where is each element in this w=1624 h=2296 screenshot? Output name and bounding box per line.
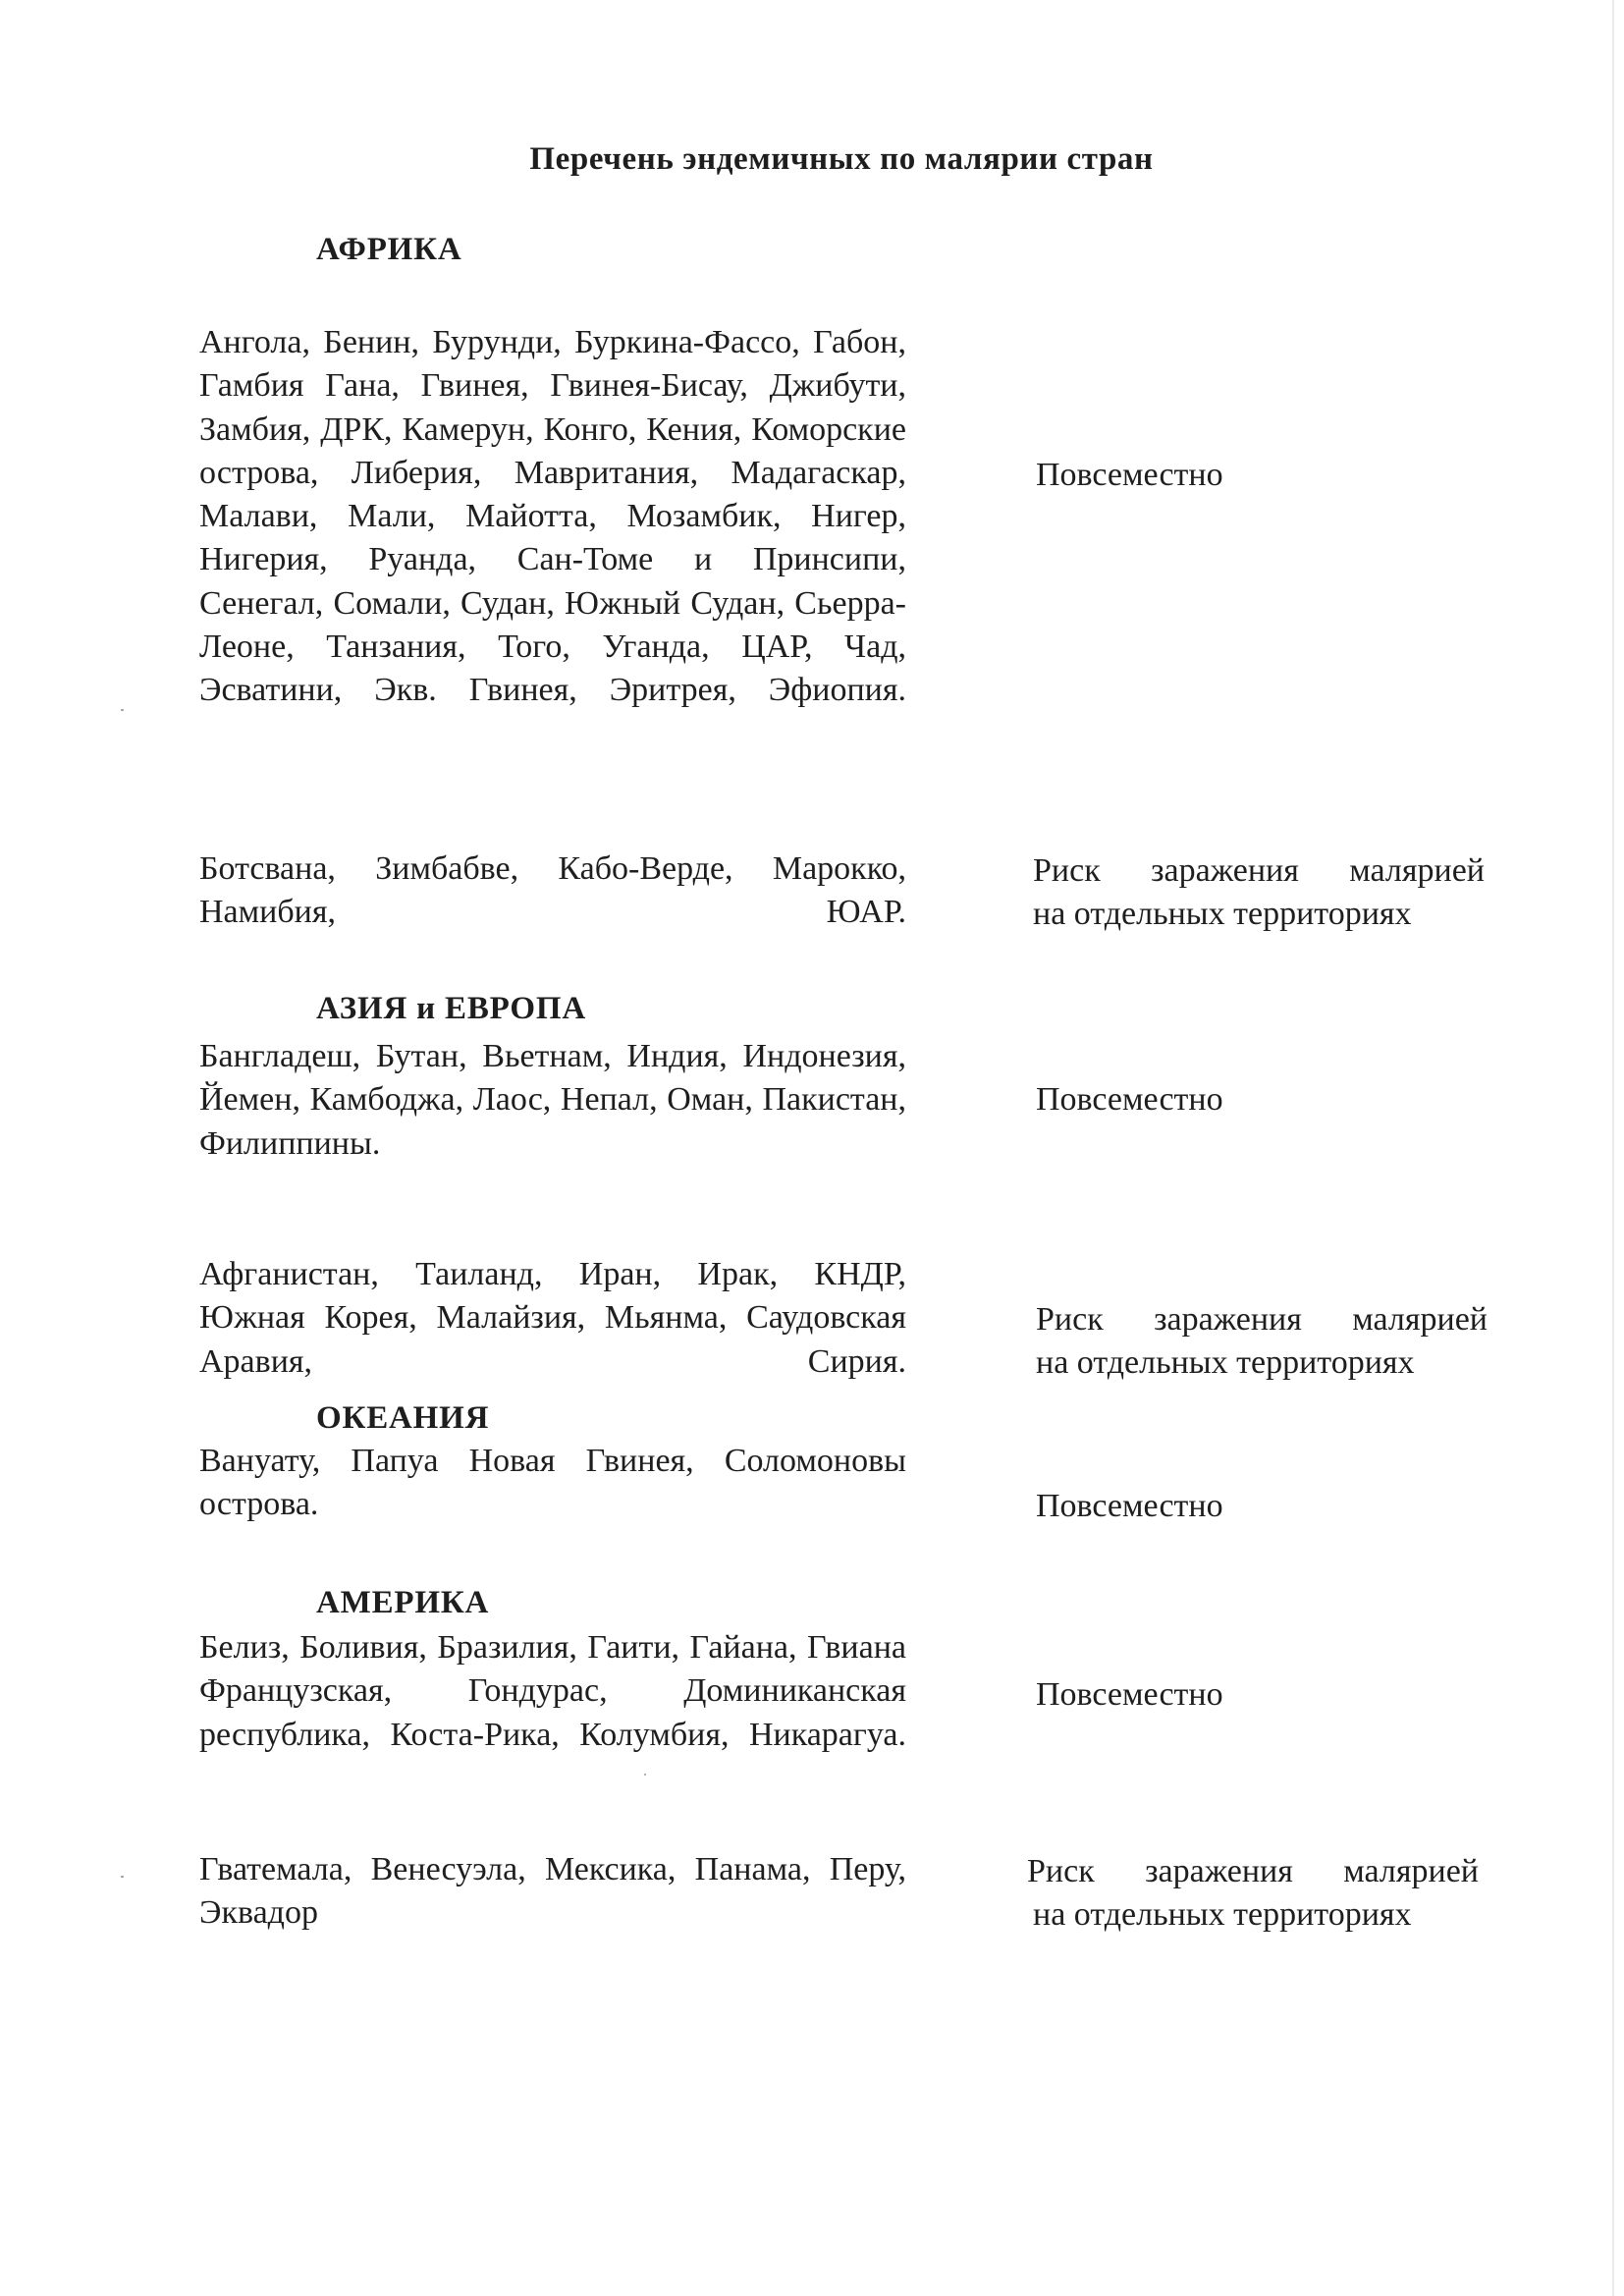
section-heading-oceania: ОКЕАНИЯ <box>316 1400 490 1436</box>
africa-partial-status <box>1033 849 1485 936</box>
asia-widespread-countries: Бангладеш, Бутан, Вьетнам, Индия, Индонезия, Йемен, Камбоджа, Лаос, Непал, Оман, Пакистан, Филиппины. <box>199 1038 906 1162</box>
america-widespread-status: Повсеместно <box>1036 1676 1223 1713</box>
scan-speck <box>121 709 124 711</box>
risk-status-line-2: на отдельных территориях <box>1036 1344 1415 1381</box>
oceania-widespread-status: Повсеместно <box>1036 1488 1223 1524</box>
america-partial-status <box>1027 1850 1479 1937</box>
scan-edge <box>1612 0 1614 2296</box>
asia-widespread-status: Повсеместно <box>1036 1081 1223 1118</box>
risk-status-line-2: на отдельных территориях <box>1033 896 1412 932</box>
africa-widespread-status: Повсеместно <box>1036 457 1223 493</box>
page-title: Перечень эндемичных по малярии стран <box>529 141 1154 177</box>
section-heading-america: АМЕРИКА <box>316 1585 490 1620</box>
africa-partial-countries: Ботсвана, Зимбабве, Кабо-Верде, Марокко, Намибия, ЮАР. <box>199 850 906 931</box>
asia-partial-countries: Афганистан, Таиланд, Иран, Ирак, КНДР, Южная Корея, Малайзия, Мьянма, Саудовская Аравия, Сирия. <box>199 1256 906 1380</box>
america-widespread-countries: Белиз, Боливия, Бразилия, Гаити, Гайана, Гвиана Французская, Гондурас, Доминиканская республика, Коста-Рика, Колумбия, Никарагуа. <box>199 1629 906 1753</box>
america-partial-countries: Гватемала, Венесуэла, Мексика, Панама, Перу, Эквадор <box>199 1851 906 1932</box>
risk-status-line-1: Риск заражения малярией <box>1036 1301 1488 1338</box>
risk-status-line-1: Риск заражения малярией <box>1033 852 1485 889</box>
oceania-widespread-countries: Вануату, Папуа Новая Гвинея, Соломоновы острова. <box>199 1443 906 1523</box>
asia-partial-status <box>1036 1298 1488 1385</box>
risk-status-line-2: на отдельных территориях <box>1033 1896 1412 1933</box>
section-heading-africa: АФРИКА <box>316 232 462 267</box>
africa-widespread-countries: Ангола, Бенин, Бурунди, Буркина-Фассо, Габон, Гамбия Гана, Гвинея, Гвинея-Бисау, Джибути, Замбия, ДРК, Камерун, Конго, Кения, Коморские острова, Либерия, Мавритания, Мадагаскар, Малави, Мали, Майотта, Мозамбик, Нигер, Нигерия, Руанда, Сан-Томе и Принсипи, Сенегал, Сомали, Судан, Южный Судан, Сьерра-Леоне, Танзания, Того, Уганда, ЦАР, Чад, Эсватини, Экв. Гвинея, Эритрея, Эфиопия. <box>199 324 906 709</box>
section-heading-asia-europe: АЗИЯ и ЕВРОПА <box>316 991 586 1026</box>
scan-speck <box>121 1876 124 1878</box>
scan-speck <box>644 1774 646 1776</box>
risk-status-line-1: Риск заражения малярией <box>1027 1853 1479 1889</box>
